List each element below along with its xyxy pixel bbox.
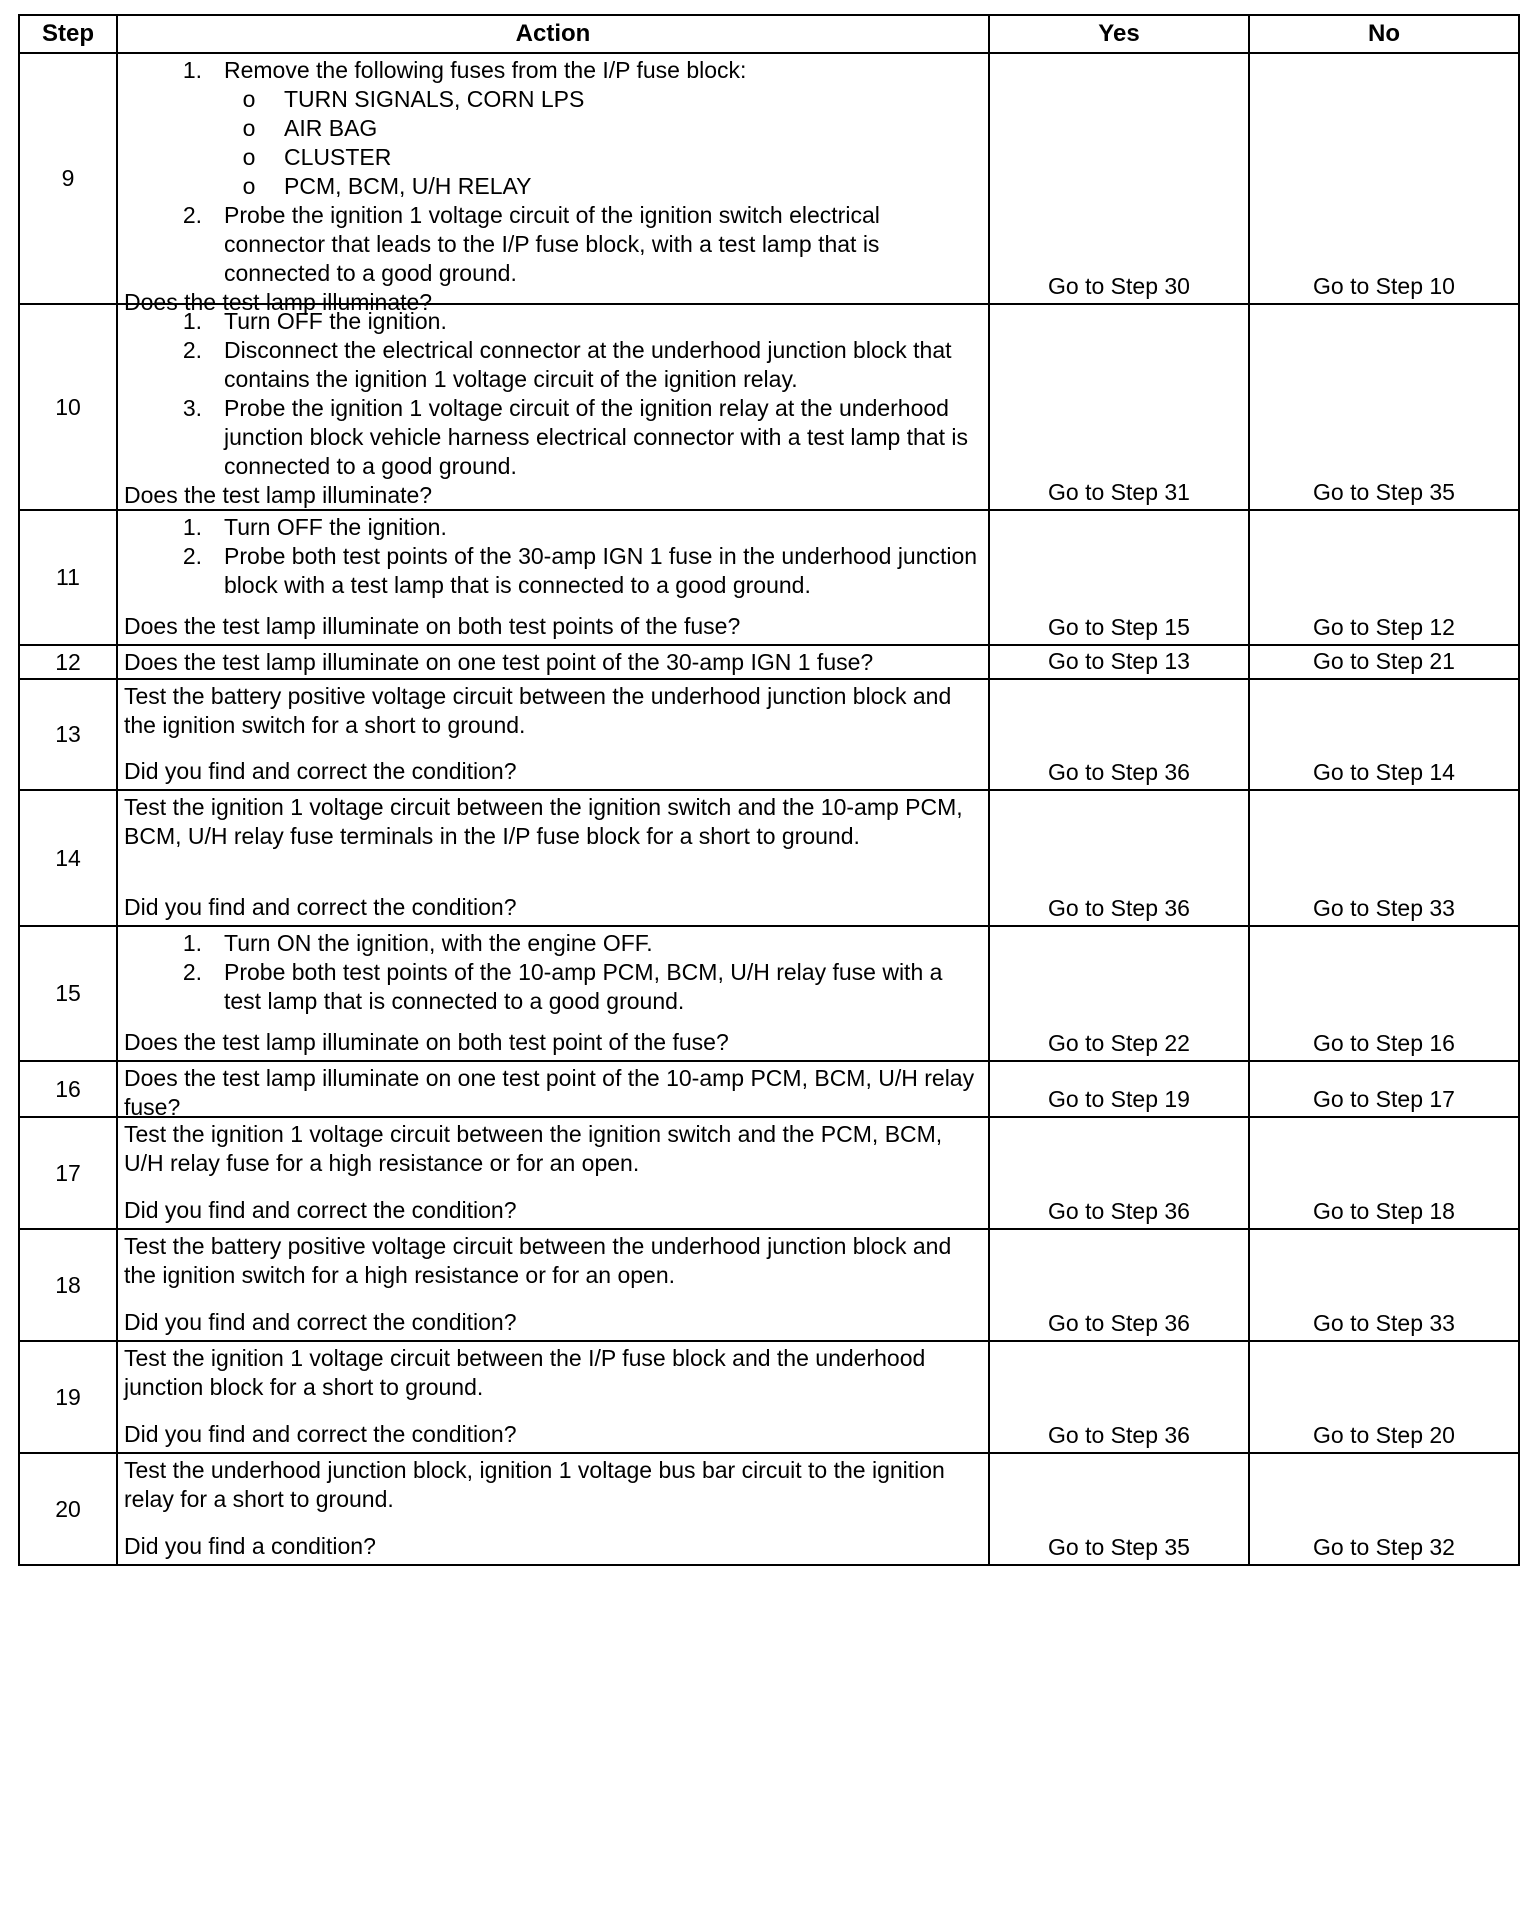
- no-result: Go to Step 14: [1249, 679, 1519, 790]
- instruction-body: [224, 394, 982, 481]
- step-number: 12: [19, 645, 117, 679]
- yes-result: Go to Step 22: [989, 926, 1249, 1061]
- question-text: Did you find and correct the condition?: [124, 1421, 517, 1447]
- test-instruction: Test the ignition 1 voltage circuit between the I/P fuse block and the underhood junction block for a short to ground.: [124, 1345, 926, 1400]
- no-result: Go to Step 35: [1249, 304, 1519, 510]
- step-number: 15: [19, 926, 117, 1061]
- instruction-text: Probe both test points of the 10-amp PCM, BCM, U/H relay fuse with a test lamp that is connected to a good ground.: [224, 959, 943, 1014]
- action-content: [118, 1230, 988, 1339]
- instruction-text: Probe the ignition 1 voltage circuit of the ignition switch electrical connector that leads to the I/P fuse block, with a test lamp that is connected to a good ground.: [224, 202, 880, 286]
- header-yes: Yes: [989, 15, 1249, 53]
- step-number: 17: [19, 1117, 117, 1229]
- question-text: Does the test lamp illuminate on one test point of the 10-amp PCM, BCM, U/H relay fuse?: [124, 1065, 975, 1120]
- instruction-text: Disconnect the electrical connector at the underhood junction block that contains the ignition 1 voltage circuit of the ignition relay.: [224, 337, 952, 392]
- action-instructions: [124, 793, 982, 851]
- action-instructions: [124, 1456, 982, 1514]
- instruction-text: Turn OFF the ignition.: [224, 308, 447, 334]
- fuse-item: [224, 85, 982, 114]
- question-text: Does the test lamp illuminate on one test point of the 30-amp IGN 1 fuse?: [124, 649, 874, 675]
- fuse-name: PCM, BCM, U/H RELAY: [284, 173, 532, 199]
- instruction-body: [224, 929, 982, 958]
- action-content: [118, 305, 988, 508]
- instruction-item: [124, 394, 982, 481]
- question-text: Does the test lamp illuminate on both test point of the fuse?: [124, 1029, 729, 1055]
- instruction-item: [124, 201, 982, 288]
- action-content: [118, 646, 988, 677]
- action-cell: [117, 1117, 989, 1229]
- instruction-item: [124, 513, 982, 542]
- test-instruction: Test the battery positive voltage circuit between the underhood junction block and the ignition switch for a high resistance or for an open.: [124, 1233, 952, 1288]
- question-text: Does the test lamp illuminate?: [124, 289, 433, 315]
- instruction-body: [224, 958, 982, 1016]
- action-cell: [117, 1341, 989, 1453]
- instruction-number: 1.: [182, 514, 202, 540]
- action-content: [118, 1118, 988, 1227]
- instruction-body: [224, 513, 982, 542]
- action-instructions: [124, 1232, 982, 1290]
- test-instruction: Test the ignition 1 voltage circuit between the ignition switch and the PCM, BCM, U/H relay fuse for a high resistance or for an open.: [124, 1121, 943, 1176]
- instruction-list: [124, 929, 982, 1016]
- table-row: [19, 1453, 1519, 1565]
- bullet-icon: o: [242, 115, 256, 141]
- step-number: 10: [19, 304, 117, 510]
- table-row: [19, 53, 1519, 304]
- action-content: [118, 1342, 988, 1451]
- table-row: [19, 510, 1519, 645]
- instruction-list: [124, 56, 982, 288]
- action-instructions: [124, 1344, 982, 1402]
- table-row: [19, 1229, 1519, 1341]
- action-instructions: [124, 1120, 982, 1178]
- instruction-item: [124, 56, 982, 201]
- question-text: Did you find and correct the condition?: [124, 894, 517, 920]
- question-text: Does the test lamp illuminate?: [124, 482, 433, 508]
- yes-result: Go to Step 36: [989, 679, 1249, 790]
- test-instruction: Test the underhood junction block, ignition 1 voltage bus bar circuit to the ignition relay for a short to ground.: [124, 1457, 945, 1512]
- step-number: 20: [19, 1453, 117, 1565]
- question-text: Did you find and correct the condition?: [124, 1309, 517, 1335]
- header-action: Action: [117, 15, 989, 53]
- instruction-body: [224, 542, 982, 600]
- action-cell: [117, 790, 989, 926]
- step-number: 9: [19, 53, 117, 304]
- instruction-number: 1.: [182, 930, 202, 956]
- fuse-name: AIR BAG: [284, 115, 378, 141]
- instruction-body: [224, 201, 982, 288]
- fuse-item: [224, 114, 982, 143]
- instruction-body: [224, 336, 982, 394]
- action-instructions: [124, 513, 982, 600]
- no-result: Go to Step 16: [1249, 926, 1519, 1061]
- table-row: [19, 1117, 1519, 1229]
- table-row: [19, 645, 1519, 679]
- instruction-number: 2.: [182, 543, 202, 569]
- step-number: 14: [19, 790, 117, 926]
- question-text: Did you find and correct the condition?: [124, 758, 517, 784]
- no-result: Go to Step 10: [1249, 53, 1519, 304]
- instruction-number: 1.: [182, 308, 202, 334]
- table-body: [19, 53, 1519, 1565]
- step-number: 18: [19, 1229, 117, 1341]
- action-instructions: [124, 682, 982, 740]
- instruction-text: Turn ON the ignition, with the engine OFF.: [224, 930, 653, 956]
- instruction-body: [224, 307, 982, 336]
- question-text: Did you find a condition?: [124, 1533, 376, 1559]
- fuse-item: [224, 143, 982, 172]
- bullet-icon: o: [242, 86, 256, 112]
- table-row: [19, 790, 1519, 926]
- no-result: Go to Step 18: [1249, 1117, 1519, 1229]
- table-row: [19, 1061, 1519, 1117]
- fuse-name: CLUSTER: [284, 144, 392, 170]
- yes-result: Go to Step 13: [989, 645, 1249, 679]
- action-cell: [117, 679, 989, 790]
- bullet-icon: o: [242, 144, 256, 170]
- action-content: [118, 1062, 988, 1120]
- instruction-number: 3.: [182, 395, 202, 421]
- no-result: Go to Step 20: [1249, 1341, 1519, 1453]
- table-row: [19, 1341, 1519, 1453]
- yes-result: Go to Step 36: [989, 1117, 1249, 1229]
- instruction-list: [124, 513, 982, 600]
- action-instructions: [124, 56, 982, 288]
- yes-result: Go to Step 36: [989, 1341, 1249, 1453]
- instruction-item: [124, 958, 982, 1016]
- action-cell: [117, 510, 989, 645]
- instruction-text: Probe both test points of the 30-amp IGN 1 fuse in the underhood junction block with a test lamp that is connected to a good ground.: [224, 543, 978, 598]
- instruction-text: Turn OFF the ignition.: [224, 514, 447, 540]
- yes-result: Go to Step 30: [989, 53, 1249, 304]
- action-content: [118, 1454, 988, 1563]
- yes-result: Go to Step 15: [989, 510, 1249, 645]
- action-content: [118, 680, 988, 788]
- action-cell: [117, 926, 989, 1061]
- step-number: 19: [19, 1341, 117, 1453]
- no-result: Go to Step 33: [1249, 1229, 1519, 1341]
- action-cell: [117, 304, 989, 510]
- action-cell: [117, 645, 989, 679]
- instruction-item: [124, 336, 982, 394]
- action-cell: [117, 1061, 989, 1120]
- yes-result: Go to Step 19: [989, 1061, 1249, 1117]
- yes-result: Go to Step 36: [989, 1229, 1249, 1341]
- question-text: Did you find and correct the condition?: [124, 1197, 517, 1223]
- instruction-number: 2.: [182, 337, 202, 363]
- step-number: 11: [19, 510, 117, 645]
- table-row: [19, 679, 1519, 790]
- instruction-list: [124, 307, 982, 481]
- instruction-text: Remove the following fuses from the I/P fuse block:: [224, 57, 747, 83]
- no-result: Go to Step 21: [1249, 645, 1519, 679]
- table-row: [19, 304, 1519, 510]
- fuse-item: [224, 172, 982, 201]
- instruction-item: [124, 542, 982, 600]
- instruction-number: 2.: [182, 959, 202, 985]
- instruction-item: [124, 307, 982, 336]
- instruction-body: [224, 56, 982, 201]
- action-cell: [117, 1229, 989, 1341]
- no-result: Go to Step 17: [1249, 1061, 1519, 1117]
- header-no: No: [1249, 15, 1519, 53]
- instruction-number: 2.: [182, 202, 202, 228]
- header-step: Step: [19, 15, 117, 53]
- yes-result: Go to Step 31: [989, 304, 1249, 510]
- header-row: [19, 15, 1519, 53]
- question-text: Does the test lamp illuminate on both test points of the fuse?: [124, 613, 741, 639]
- test-instruction: Test the ignition 1 voltage circuit between the ignition switch and the 10-amp PCM, BCM, U/H relay fuse terminals in the I/P fuse block for a short to ground.: [124, 794, 963, 849]
- step-number: 13: [19, 679, 117, 790]
- instruction-item: [124, 929, 982, 958]
- fuse-list: [224, 85, 982, 201]
- instruction-number: 1.: [182, 57, 202, 83]
- test-instruction: Test the battery positive voltage circuit between the underhood junction block and the ignition switch for a short to ground.: [124, 683, 952, 738]
- yes-result: Go to Step 35: [989, 1453, 1249, 1565]
- action-content: [118, 54, 988, 315]
- no-result: Go to Step 33: [1249, 790, 1519, 926]
- action-instructions: [124, 929, 982, 1016]
- action-content: [118, 791, 988, 924]
- fuse-name: TURN SIGNALS, CORN LPS: [284, 86, 585, 112]
- diagnostic-table: [18, 14, 1520, 1566]
- instruction-text: Probe the ignition 1 voltage circuit of the ignition relay at the underhood junction block vehicle harness electrical connector with a test lamp that is connected to a good ground.: [224, 395, 969, 479]
- action-content: [118, 927, 988, 1059]
- yes-result: Go to Step 36: [989, 790, 1249, 926]
- step-number: 16: [19, 1061, 117, 1117]
- no-result: Go to Step 12: [1249, 510, 1519, 645]
- action-cell: [117, 53, 989, 315]
- action-content: [118, 511, 988, 643]
- table-row: [19, 926, 1519, 1061]
- action-cell: [117, 1453, 989, 1565]
- no-result: Go to Step 32: [1249, 1453, 1519, 1565]
- bullet-icon: o: [242, 173, 256, 199]
- action-instructions: [124, 307, 982, 481]
